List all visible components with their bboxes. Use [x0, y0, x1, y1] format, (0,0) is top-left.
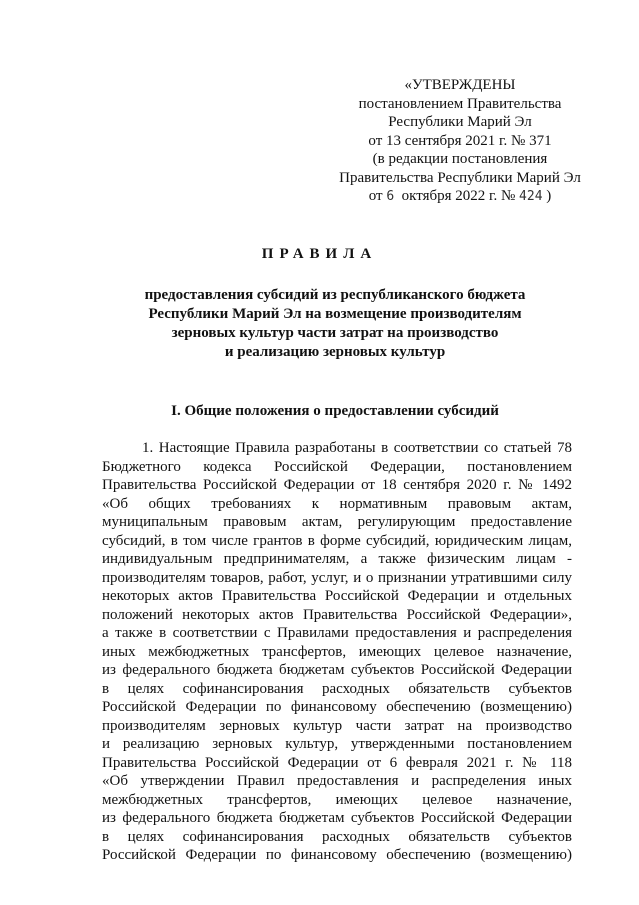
body-line: Правительства Российской Федерации от 18 сентября 2020 г. № 1492 [102, 477, 572, 493]
body-line: производителям товаров, работ, услуг, и о признании утратившими силу [102, 569, 572, 586]
approval-block [310, 76, 610, 207]
approval-middle: октября 2022 г. № [394, 188, 520, 204]
body-line: некоторых актов Правительства Российской Федерации и отдельных [102, 588, 572, 604]
approval-line: «УТВЕРЖДЕНЫ [404, 77, 516, 93]
body-paragraph [102, 439, 572, 865]
approval-number: 424 [519, 189, 543, 204]
body-line: 1. Настоящие Правила разработаны в соответствии со статьей 78 [142, 440, 572, 456]
approval-line: (в редакции постановления [372, 151, 548, 167]
body-line: и реализацию зерновых культур, утвержденными постановлением [102, 736, 572, 752]
body-line: иных межбюджетных трансфертов, имеющих целевое назначение, [102, 643, 572, 660]
approval-suffix: ) [542, 188, 552, 204]
body-line: индивидуальным предпринимателям, а также физическим лицам - [102, 551, 572, 567]
subtitle-line: и реализацию зерновых культур [224, 344, 446, 360]
body-line: субсидий, в том числе грантов в форме субсидий, юридическим лицам, [102, 532, 572, 549]
subtitle-line: предоставления субсидий из республиканского бюджета [144, 287, 526, 303]
body-line: «Об утверждении Правил предоставления и распределения иных [102, 773, 572, 789]
body-line: межбюджетных трансфертов, имеющих целевое назначение, [102, 791, 572, 808]
body-line: муниципальным правовым актам, регулирующим предоставление [102, 514, 572, 530]
approval-date-line [310, 187, 610, 207]
body-line: производителям зерновых культур части затрат на производство [102, 717, 572, 734]
body-line: в целях софинансирования расходных обязательств субъектов [102, 680, 572, 697]
body-line: положений некоторых актов Правительства Российской Федерации», [102, 606, 572, 623]
subtitle-line: Республики Марий Эл на возмещение производителям [148, 306, 522, 322]
approval-line: от 13 сентября 2021 г. № 371 [368, 132, 552, 149]
body-line: Правительства Российской Федерации от 6 февраля 2021 г. № 118 [102, 754, 572, 771]
body-line: в целях софинансирования расходных обязательств субъектов [102, 828, 572, 845]
section-heading: I. Общие положения о предоставлении субсидий [171, 403, 499, 419]
body-line: из федерального бюджета бюджетам субъектов Российской Федерации [102, 810, 572, 826]
subtitle-line: зерновых культур части затрат на производство [171, 325, 499, 341]
body-line: Российской Федерации по финансовому обеспечению (возмещению) [102, 699, 572, 715]
body-line: «Об общих требованиях к нормативным правовым актам, [102, 495, 572, 512]
document-title: ПРАВИЛА [261, 246, 378, 262]
body-line: из федерального бюджета бюджетам субъектов Российской Федерации [102, 662, 572, 678]
approval-line: постановлением Правительства [358, 95, 562, 112]
approval-line: Правительства Республики Марий Эл [339, 169, 581, 186]
body-line: Бюджетного кодекса Российской Федерации, постановлением [102, 458, 572, 475]
approval-line: Республики Марий Эл [388, 114, 532, 130]
body-line: а также в соответствии с Правилами предоставления и распределения [102, 625, 572, 641]
body-line: Российской Федерации по финансовому обеспечению (возмещению) [102, 847, 572, 863]
document-subtitle [100, 286, 570, 362]
approval-prefix: от [368, 188, 387, 204]
approval-day: 6 [386, 189, 395, 204]
